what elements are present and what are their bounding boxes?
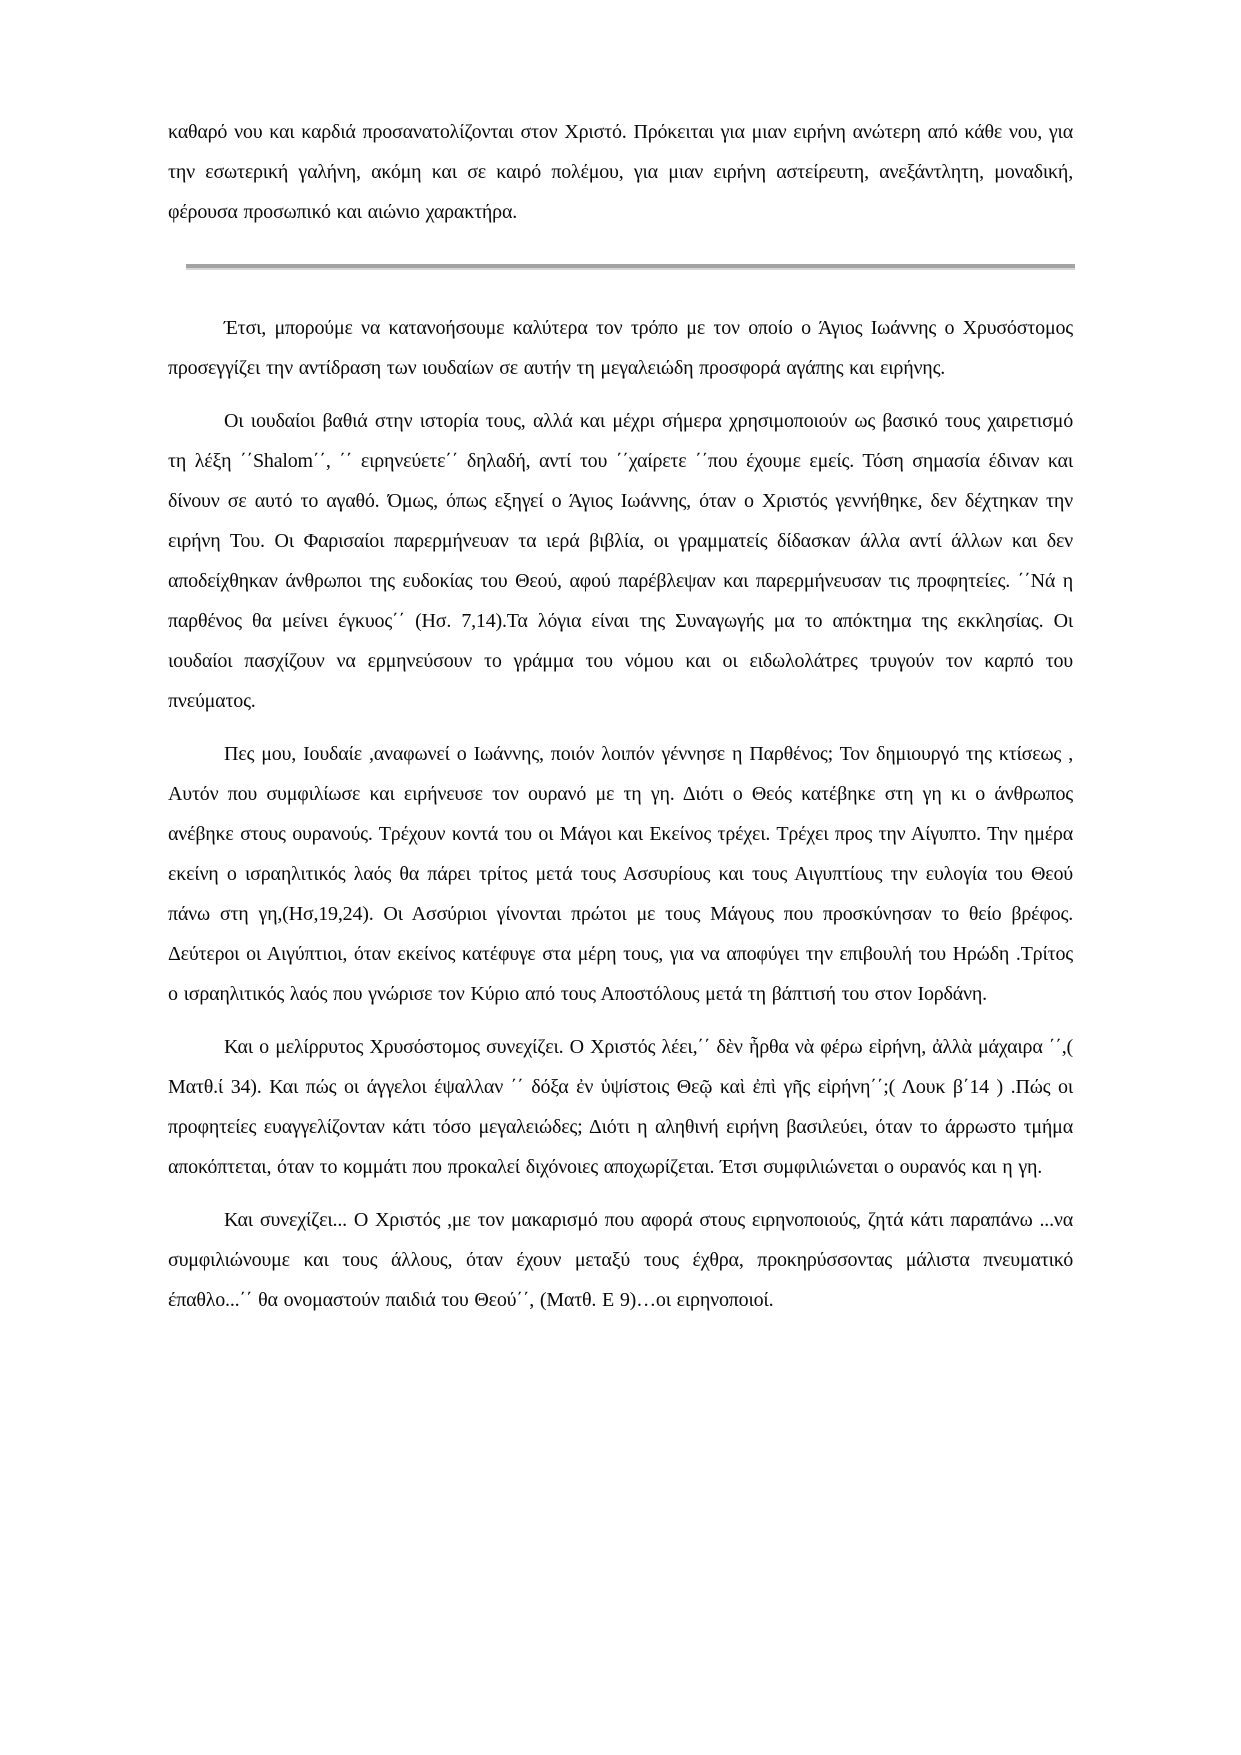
paragraph: Και συνεχίζει... Ο Χριστός ,με τον μακαρισμό που αφορά στους ειρηνοποιούς, ζητά κάτι παραπάνω ...να συμφιλιώνουμε και τους άλλους, όταν έχουν μεταξύ τους έχθρα, προκηρύσσοντας μάλιστα πνευματικό έπαθλο...΄΄ θα ονομαστούν παιδιά του Θεού΄΄, (Ματθ. Ε 9)…οι ειρηνοποιοί. — [168, 1209, 1073, 1311]
paragraph: Πες μου, Ιουδαίε ,αναφωνεί ο Ιωάννης, ποιόν λοιπόν γέννησε η Παρθένος; Τον δημιουργό της κτίσεως , Αυτόν που συμφιλίωσε και ειρήνευσε τον ουρανό με τη γη. Διότι ο Θεός κατέβηκε στη γη κι ο άνθρωπος ανέβηκε στους ουρανούς. Τρέχουν κοντά του οι Μάγοι και Εκείνος τρέχει. Τρέχει προς την Αίγυπτο. Την ημέρα εκείνη ο ισραηλιτικός λαός θα πάρει τρίτος μετά τους Ασσυρίους και τους Αιγυπτίους την ευλογία του Θεού πάνω στη γη,(Ησ,19,24). Οι Ασσύριοι γίνονται πρώτοι με τους Μάγους που προσκύνησαν το θείο βρέφος. Δεύτεροι οι Αιγύπτιοι, όταν εκείνος κατέφυγε στα μέρη τους, για να αποφύγει την επιβουλή του Ηρώδη .Τρίτος ο ισραηλιτικός λαός που γνώρισε τον Κύριο από τους Αποστόλους μετά τη βάπτισή του στον Ιορδάνη. — [168, 743, 1073, 1005]
document-body — [168, 112, 1073, 1320]
paragraph-continuation: καθαρό νου και καρδιά προσανατολίζονται στον Χριστό. Πρόκειται για μιαν ειρήνη ανώτερη από κάθε νου, για την εσωτερική γαλήνη, ακόμη και σε καιρό πολέμου, για μιαν ειρήνη αστείρευτη, ανεξάντλητη, μοναδική, φέρουσα προσωπικό και αιώνιο χαρακτήρα. — [168, 121, 1073, 223]
horizontal-rule — [186, 264, 1075, 270]
paragraph: Και ο μελίρρυτος Χρυσόστομος συνεχίζει. Ο Χριστός λέει,΄΄ δὲν ἦρθα νὰ φέρω εἰρήνη, ἀλλὰ μάχαιρα ΄΄,( Ματθ.ί 34). Και πώς οι άγγελοι έψαλλαν ΄΄ δόξα ἐν ὑψίστοις Θεῷ καὶ ἐπὶ γῆς εἰρήνη΄΄;( Λουκ β΄14 ) .Πώς οι προφητείες ευαγγελίζονταν κάτι τόσο μεγαλειώδες; Διότι η αληθινή ειρήνη βασιλεύει, όταν το άρρωστο τμήμα αποκόπτεται, όταν το κομμάτι που προκαλεί διχόνοιες αποχωρίζεται. Έτσι συμφιλιώνεται ο ουρανός και η γη. — [168, 1036, 1073, 1178]
paragraph: Έτσι, μπορούμε να κατανοήσουμε καλύτερα τον τρόπο με τον οποίο ο Άγιος Ιωάννης ο Χρυσόστομος προσεγγίζει την αντίδραση των ιουδαίων σε αυτήν τη μεγαλειώδη προσφορά αγάπης και ειρήνης. — [168, 317, 1073, 379]
paragraph: Οι ιουδαίοι βαθιά στην ιστορία τους, αλλά και μέχρι σήμερα χρησιμοποιούν ως βασικό τους χαιρετισμό τη λέξη ΄΄Shalom΄΄, ΄΄ ειρηνεύετε΄΄ δηλαδή, αντί του ΄΄χαίρετε ΄΄που έχουμε εμείς. Τόση σημασία έδιναν και δίνουν σε αυτό το αγαθό. Όμως, όπως εξηγεί ο Άγιος Ιωάννης, όταν ο Χριστός γεννήθηκε, δεν δέχτηκαν την ειρήνη Του. Οι Φαρισαίοι παρερμήνευαν τα ιερά βιβλία, οι γραμματείς δίδασκαν άλλα αντί άλλων και δεν αποδείχθηκαν άνθρωποι της ευδοκίας του Θεού, αφού παρέβλεψαν και παρερμήνευσαν τις προφητείες. ΄΄Νά η παρθένος θα μείνει έγκυος΄΄ (Ησ. 7,14).Τα λόγια είναι της Συναγωγής μα το απόκτημα της εκκλησίας. Οι ιουδαίοι πασχίζουν να ερμηνεύσουν το γράμμα του νόμου και οι ειδωλολάτρες τρυγούν τον καρπό του πνεύματος. — [168, 410, 1073, 712]
